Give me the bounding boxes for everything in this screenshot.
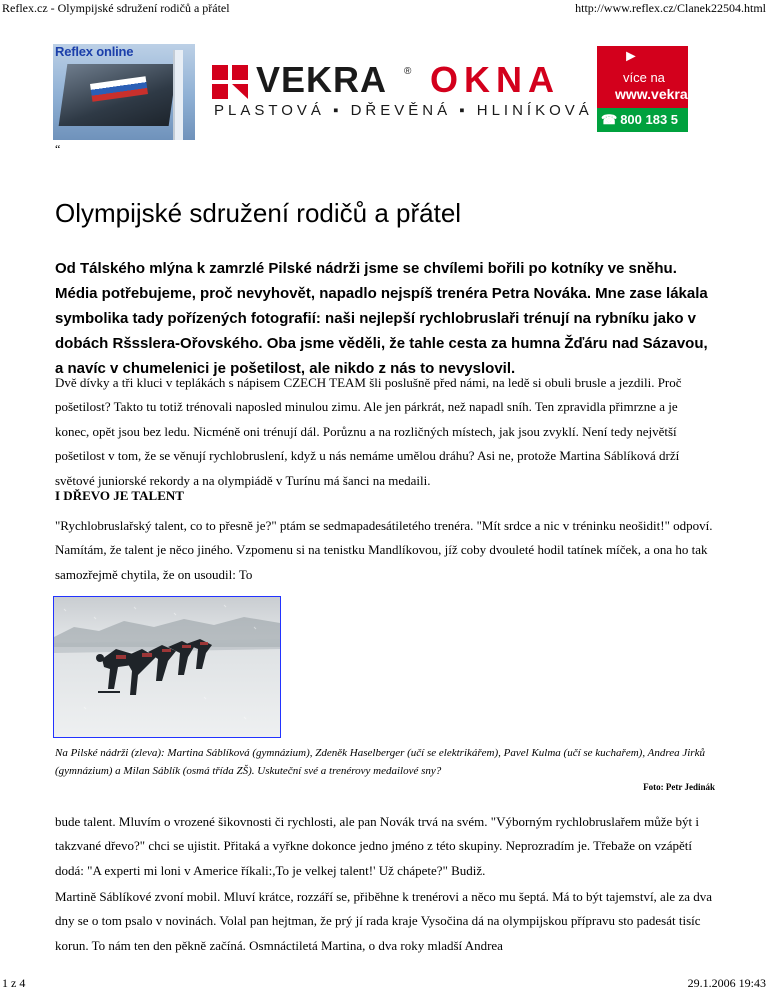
- registered-mark: ®: [404, 66, 412, 77]
- print-header-url[interactable]: http://www.reflex.cz/Clanek22504.html: [575, 1, 766, 15]
- side-ad-url: www.vekra: [615, 86, 688, 102]
- vekra-brand: VEKRA: [256, 59, 388, 100]
- article-paragraph-3: bude talent. Mluvím o vrozené šikovnosti či rychlosti, ale pan Novák trvá na svém. "Výborným rychlobruslařem může být i takzvané dřevo?" chci se ujistit. Přitaká a vyřkne dokonce jedno jméno z této skupiny. Neprozradím je. Třebaže on vzápětí dodá: "A experti mi loni v Americe říkali:,To je velkej talent!' Už chápete?" Budiž.: [55, 814, 699, 878]
- side-ad-phone-bar: [597, 108, 688, 132]
- play-arrow-icon: ►: [623, 48, 639, 65]
- article-subhead: I DŘEVO JE TALENT: [55, 488, 184, 503]
- speed-skaters-photo: [54, 597, 280, 737]
- side-ad-banner[interactable]: [597, 46, 688, 132]
- photo-credit: Foto: Petr Jedinák: [643, 782, 715, 792]
- logo-pole-graphic: [173, 50, 183, 140]
- article-photo: [53, 596, 281, 738]
- okna-brand: OKNA: [430, 59, 560, 100]
- article-title: Olympijské sdružení rodičů a přátel: [55, 198, 462, 228]
- vekra-tagline: PLASTOVÁ ▪ DŘEVĚNÁ ▪ HLINÍKOVÁ: [214, 102, 593, 119]
- photo-caption: Na Pilské nádrži (zleva): Martina Sáblíková (gymnázium), Zdeněk Haselberger (učí se elektrikářem), Pavel Kulma (učí se kuchařem), Andrea Jirků (gymnázium) a Milan Sáblík (osmá třída ZŠ). Uskuteční své a trenérovy medailové sny?: [55, 747, 705, 777]
- phone-icon: ☎: [601, 112, 618, 127]
- vekra-ad-banner[interactable]: [212, 59, 593, 124]
- logo-text: Reflex online: [55, 44, 134, 59]
- article-paragraph-2: "Rychlobruslařský talent, co to přesně je?" ptám se sedmapadesátiletého trenéra. "Mít srdce a nic v tréninku neošidit!" odpoví. Namítám, že talent je něco jiného. Vzpomenu si na tenistku Mandlíkovou, jíž coby dvouleté hodil tatínek míček, a ona ho tak samozřejmě chytila, že on usoudil: To: [55, 518, 713, 582]
- vekra-logo-icon: [212, 65, 248, 99]
- print-header-title: Reflex.cz - Olympijské sdružení rodičů a přátel: [2, 1, 230, 15]
- side-ad-line1: více na: [623, 70, 665, 85]
- article-paragraph-1: Dvě dívky a tři kluci v teplákách s nápisem CZECH TEAM šli poslušně před námi, na ledě si obuli brusle a jezdili. Proč pošetilost? Takto tu totiž trénovali naposled minulou zimu. Ale jen párkrát, než napadl sníh. Ten zpravidla přimrzne a je konec, opět jsou bez ledu. Nicméně oni trénují dál. Porůznu a na rozličných místech, jak jsou zvyklí. Není tedy největší pošetilost v tom, že se věnují rychlobruslení, když u nás nemáme umělou dráhu? Asi ne, protože Martina Sáblíková drží světové juniorské rekordy a na olympiádě v Turínu má šanci na medaili.: [55, 375, 682, 488]
- page-counter: 1 z 4: [2, 976, 26, 990]
- print-header: [0, 0, 768, 16]
- reflex-logo[interactable]: [53, 44, 195, 140]
- article-lead: Od Tálského mlýna k zamrzlé Pilské nádrži jsme se chvílemi bořili po kotníky ve sněhu. Média potřebujeme, proč nevyhovět, napadlo nejspíš trenéra Petra Nováka. Mne zase lákala symbolika tady pořízených fotografií: naši nejlepší rychlobruslaři trénují na rybníku jako v dobách Ršsslera-Ořovského. Oba jsme věděli, že tahle cesta za humna Žďáru nad Sázavou, a navíc v chumelenici je pošetilost, ale nikdo z nás to nevyslovil.: [55, 260, 708, 377]
- side-ad-phone: 800 183 5: [620, 112, 679, 127]
- print-timestamp: 29.1.2006 19:43: [687, 976, 766, 990]
- quote-mark: “: [55, 142, 61, 156]
- article-paragraph-4: Martině Sáblíkové zvoní mobil. Mluví krátce, rozzáří se, přiběhne k trenérovi a něco mu šeptá. Má to být tajemství, ale za dva dny se o tom psalo v novinách. Volal pan hejtman, že prý jí rada kraje Vysočina dá na olympijskou přípravu sto padesát tisíc korun. To nám ten den pěkně začíná. Osmnáctiletá Martina, o dva roky mladší Andrea: [55, 889, 713, 953]
